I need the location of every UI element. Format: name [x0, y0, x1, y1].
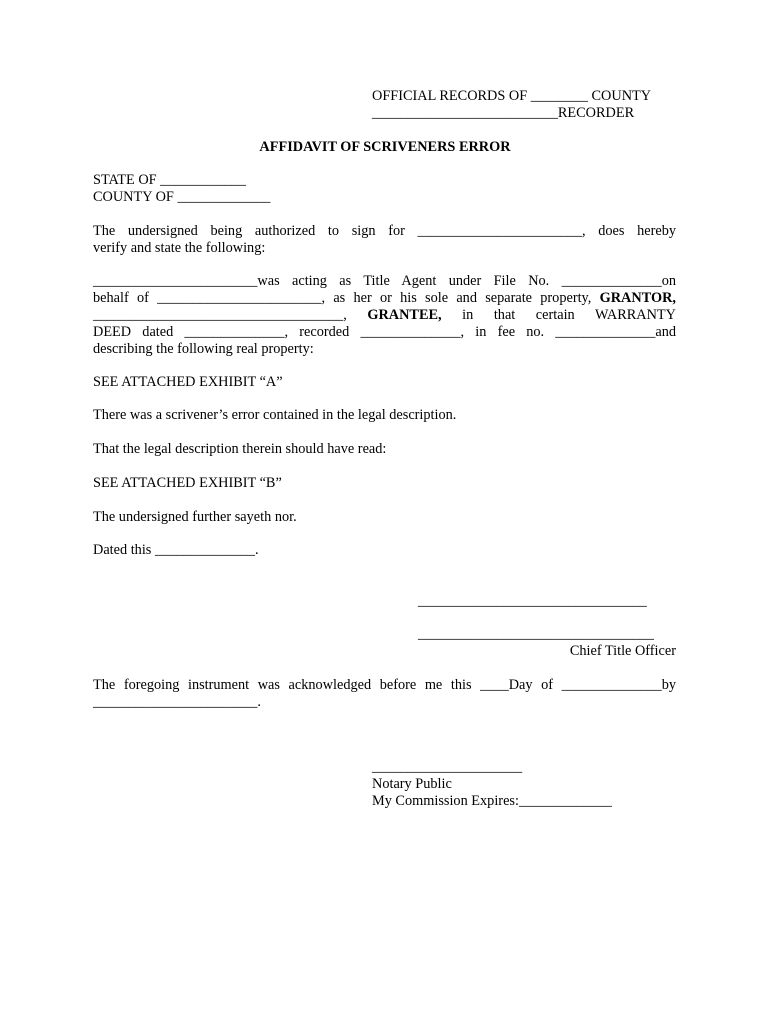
- grantee-blank: ___________________________________,: [93, 307, 347, 323]
- notary-signature-line: _____________________: [372, 759, 523, 775]
- document-title: AFFIDAVIT OF SCRIVENERS ERROR: [259, 139, 511, 155]
- recorder-line: __________________________RECORDER: [372, 105, 635, 121]
- intro-line-2: verify and state the following:: [93, 240, 266, 256]
- body-line-4: DEED dated ______________, recorded ______________, in fee no. ______________and: [93, 324, 676, 340]
- intro-line-1: The undersigned being authorized to sign for _______________________, does hereby: [93, 223, 676, 239]
- notary-public-label: Notary Public: [372, 776, 452, 792]
- body-line-3: [93, 307, 676, 324]
- should-read-line: That the legal description therein should have read:: [93, 441, 387, 457]
- exhibit-a-line: SEE ATTACHED EXHIBIT “A”: [93, 374, 283, 390]
- chief-title-officer-label: Chief Title Officer: [569, 643, 676, 659]
- grantor-label: GRANTOR,: [599, 290, 677, 306]
- acknowledgment-line-1: The foregoing instrument was acknowledged before me this ____Day of ______________by: [93, 677, 676, 693]
- body-line-1: _______________________was acting as Title Agent under File No. ______________on: [93, 273, 676, 289]
- dated-line: Dated this ______________.: [93, 542, 259, 558]
- state-of-line: STATE OF ____________: [93, 172, 246, 188]
- commission-expires-line: My Commission Expires:_____________: [372, 793, 612, 809]
- acknowledgment-line-2: _______________________.: [93, 694, 261, 710]
- error-statement: There was a scrivener’s error contained in the legal description.: [93, 407, 457, 423]
- signature-line-2: _________________________________: [418, 626, 654, 642]
- exhibit-b-line: SEE ATTACHED EXHIBIT “B”: [93, 475, 282, 491]
- county-of-line: COUNTY OF _____________: [93, 189, 271, 205]
- body-line-2-text: behalf of _______________________, as her or his sole and separate property,: [93, 290, 592, 306]
- sayeth-line: The undersigned further sayeth nor.: [93, 509, 297, 525]
- body-line-3-text: in that certain WARRANTY: [462, 307, 676, 323]
- official-records-line: OFFICIAL RECORDS OF ________ COUNTY: [372, 88, 652, 104]
- signature-line-1: ________________________________: [418, 593, 647, 609]
- body-line-2: [93, 290, 676, 307]
- body-line-5: describing the following real property:: [93, 341, 314, 357]
- grantee-label: GRANTEE,: [367, 307, 442, 323]
